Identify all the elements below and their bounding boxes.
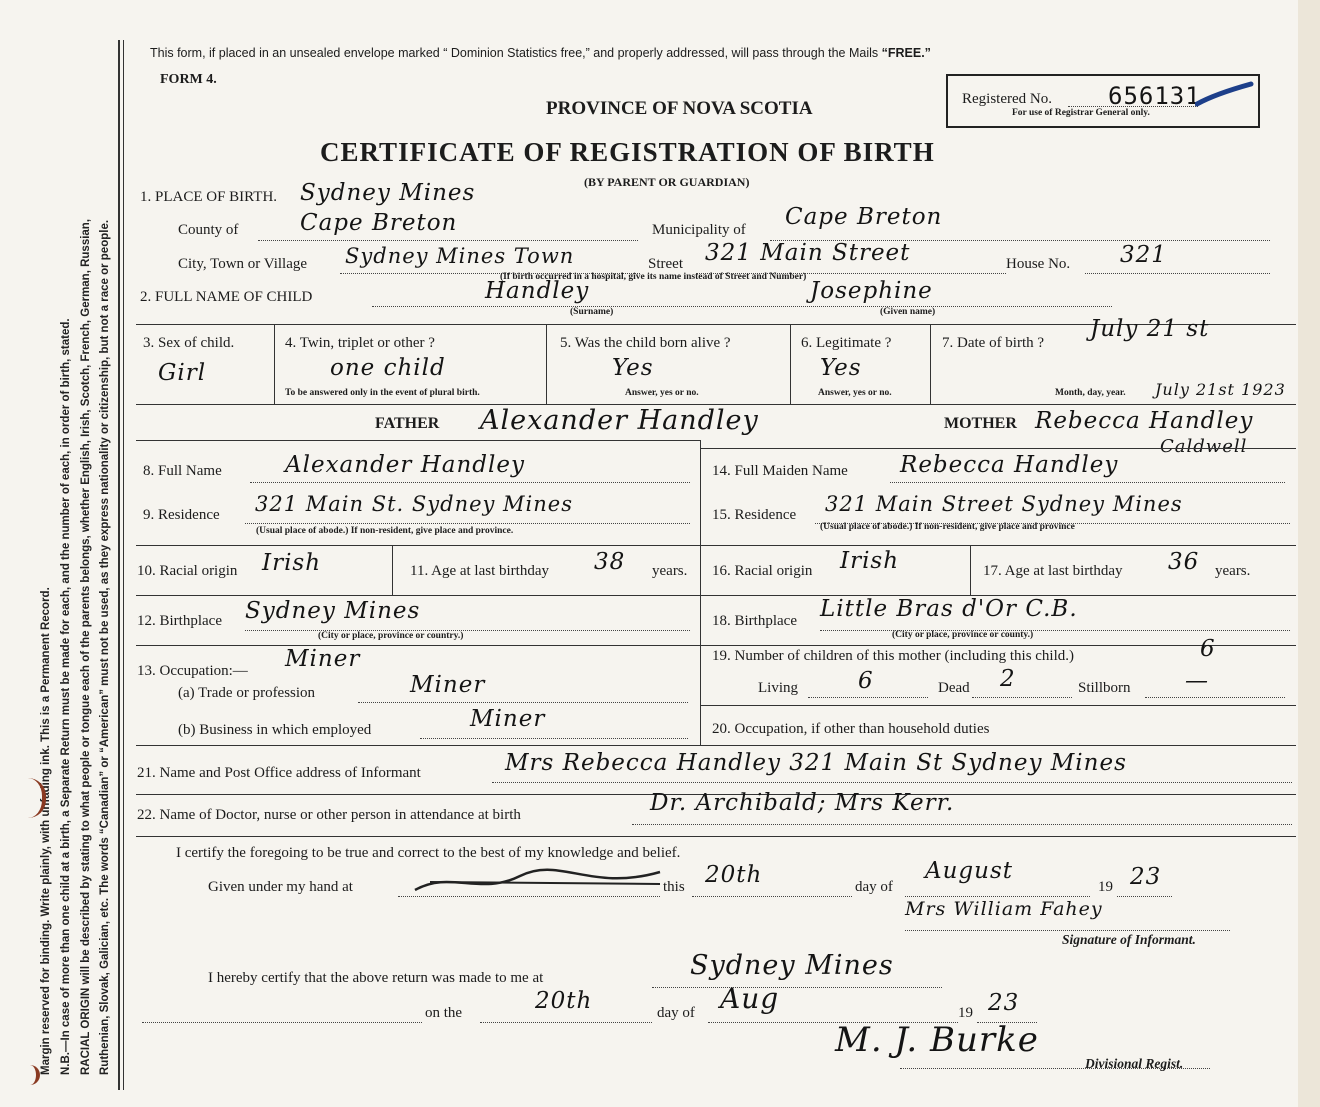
stillborn-value: — bbox=[1185, 668, 1209, 694]
registrar-month: Aug bbox=[720, 982, 780, 1015]
dob-label: 7. Date of birth ? bbox=[942, 335, 1045, 351]
rule bbox=[700, 545, 1296, 546]
mother-box-top bbox=[700, 448, 1296, 449]
stillborn-label: Stillborn bbox=[1078, 680, 1131, 696]
father-racial: Irish bbox=[262, 550, 322, 576]
registrar-place: Sydney Mines bbox=[690, 950, 894, 981]
registrar-statement: I hereby certify that the above return was made to me at bbox=[208, 970, 544, 986]
child-given-name: Josephine bbox=[810, 278, 933, 304]
registrar-note: For use of Registrar General only. bbox=[1012, 108, 1150, 118]
father-age-label: 11. Age at last birthday bbox=[410, 563, 549, 579]
dead-value: 2 bbox=[1000, 666, 1016, 692]
certify-statement: I certify the foregoing to be true and correct to the best of my knowledge and belief. bbox=[176, 845, 681, 861]
father-residence-note: (Usual place of abode.) If non-resident, give place and province. bbox=[256, 526, 514, 536]
house-value: 321 bbox=[1120, 242, 1167, 268]
mother-heading: MOTHER bbox=[944, 415, 1017, 432]
doctor-line bbox=[632, 824, 1292, 825]
divider bbox=[970, 545, 971, 595]
page-edge bbox=[1298, 0, 1320, 1107]
mother-birthplace: Little Bras d'Or C.B. bbox=[820, 596, 1078, 622]
registrar-caption: Divisional Regist. bbox=[1085, 1056, 1184, 1071]
form-number: FORM 4. bbox=[160, 72, 217, 87]
hospital-note: (If birth occurred in a hospital, give its name instead of Street and Number) bbox=[500, 272, 807, 282]
place-of-birth-value: Sydney Mines bbox=[300, 180, 476, 206]
divider bbox=[392, 545, 393, 595]
municipality-value: Cape Breton bbox=[785, 204, 943, 230]
city-value: Sydney Mines Town bbox=[345, 244, 575, 268]
parents-divider bbox=[700, 440, 701, 745]
mother-racial: Irish bbox=[840, 548, 900, 574]
certify-year: 23 bbox=[1130, 864, 1162, 890]
mother-name-line bbox=[890, 482, 1285, 483]
mother-residence-label: 15. Residence bbox=[712, 507, 797, 523]
father-business: Miner bbox=[470, 706, 546, 732]
margin-note-3: RACIAL ORIGIN will be described by stating to what people or tongue each of the parents belongs, whether English, Irish, Scotch, French, German, Russian, bbox=[80, 218, 92, 1075]
father-racial-label: 10. Racial origin bbox=[137, 563, 238, 579]
father-heading: FATHER bbox=[375, 415, 440, 432]
county-line bbox=[258, 240, 638, 241]
father-trade: Miner bbox=[410, 672, 486, 698]
mother-age-label: 17. Age at last birthday bbox=[983, 563, 1123, 579]
child-name-label: 2. FULL NAME OF CHILD bbox=[140, 289, 313, 305]
county-value: Cape Breton bbox=[300, 210, 458, 236]
father-occupation: Miner bbox=[285, 646, 361, 672]
province-heading: PROVINCE OF NOVA SCOTIA bbox=[546, 98, 813, 119]
given-name-caption: (Given name) bbox=[880, 307, 936, 317]
divider bbox=[546, 324, 547, 404]
living-label: Living bbox=[758, 680, 798, 696]
father-name: Alexander Handley bbox=[285, 452, 525, 478]
father-birthplace-note: (City or place, province or country.) bbox=[318, 631, 464, 641]
living-line bbox=[808, 697, 928, 698]
mother-occupation-label: 20. Occupation, if other than household duties bbox=[712, 721, 990, 737]
twin-label: 4. Twin, triplet or other ? bbox=[285, 335, 435, 351]
margin-rule bbox=[118, 40, 120, 1090]
mother-maiden-correction: Caldwell bbox=[1160, 436, 1248, 457]
registered-number: 656131 bbox=[1108, 82, 1201, 110]
street-label: Street bbox=[648, 256, 683, 272]
dob-note: Month, day, year. bbox=[1055, 388, 1126, 398]
margin-note-4: Ruthenian, Slovak, Galician, etc. The words “Canadian” or “American” must not be used, as they express nationality or citizenship, but not a race or people. bbox=[99, 219, 111, 1075]
day-of-label: day of bbox=[855, 879, 893, 895]
legitimate-note: Answer, yes or no. bbox=[818, 388, 892, 398]
house-line bbox=[1085, 273, 1270, 274]
father-name-label: 8. Full Name bbox=[143, 463, 222, 479]
city-label: City, Town or Village bbox=[178, 256, 308, 272]
rule bbox=[136, 645, 700, 646]
registered-label: Registered No. bbox=[962, 91, 1052, 107]
year-line bbox=[1117, 896, 1172, 897]
mother-residence-note: (Usual place of abode.) If non-resident, give place and province bbox=[820, 522, 1075, 532]
rule bbox=[136, 836, 1296, 837]
place-of-birth-label: 1. PLACE OF BIRTH. bbox=[140, 189, 278, 205]
twin-value: one child bbox=[330, 355, 446, 381]
alive-value: Yes bbox=[612, 355, 654, 381]
father-age: 38 bbox=[594, 549, 626, 575]
father-residence-label: 9. Residence bbox=[143, 507, 220, 523]
county-label: County of bbox=[178, 222, 239, 238]
street-value: 321 Main Street bbox=[705, 240, 911, 266]
father-residence: 321 Main St. Sydney Mines bbox=[255, 492, 574, 516]
rule bbox=[136, 595, 700, 596]
father-business-label: (b) Business in which employed bbox=[178, 722, 372, 738]
father-occupation-label: 13. Occupation:— bbox=[137, 663, 248, 679]
registrar-day: 20th bbox=[535, 988, 593, 1014]
struck-out-place bbox=[410, 862, 670, 902]
informant-line bbox=[492, 782, 1292, 783]
father-heading-name: Alexander Handley bbox=[480, 405, 759, 436]
dob-value: July 21 st bbox=[1090, 316, 1210, 342]
rule bbox=[136, 545, 700, 546]
page-subtitle: (BY PARENT OR GUARDIAN) bbox=[584, 175, 750, 189]
child-surname: Handley bbox=[485, 278, 590, 304]
registrar-year: 23 bbox=[988, 990, 1020, 1016]
registrar-signature: M. J. Burke bbox=[835, 1020, 1039, 1060]
father-trade-label: (a) Trade or profession bbox=[178, 685, 316, 701]
informant-label: 21. Name and Post Office address of Informant bbox=[137, 765, 421, 781]
dead-label: Dead bbox=[938, 680, 970, 696]
child-name-line bbox=[372, 306, 1112, 307]
mail-notice: This form, if placed in an unsealed envelope marked “ Dominion Statistics free,” and properly addressed, will pass through the Mails “FREE.” bbox=[150, 46, 931, 60]
twin-note: To be answered only in the event of plural birth. bbox=[285, 388, 480, 398]
page-title: CERTIFICATE OF REGISTRATION OF BIRTH bbox=[320, 137, 935, 167]
legitimate-label: 6. Legitimate ? bbox=[801, 335, 892, 351]
margin-note-2: N.B.—In case of more than one child at a birth, a Separate Return must be made for each, and the number of each, in order of birth, stated. bbox=[60, 318, 72, 1075]
municipality-label: Municipality of bbox=[652, 222, 746, 238]
father-residence-line bbox=[245, 523, 690, 524]
mother-name-label: 14. Full Maiden Name bbox=[712, 463, 848, 479]
registrar-place-line bbox=[652, 987, 942, 988]
registrar-year-prefix: 19 bbox=[958, 1005, 973, 1021]
mother-name: Rebecca Handley bbox=[900, 452, 1119, 478]
mother-residence: 321 Main Street Sydney Mines bbox=[825, 492, 1183, 516]
father-birthplace: Sydney Mines bbox=[245, 598, 421, 624]
mother-racial-label: 16. Racial origin bbox=[712, 563, 813, 579]
father-birthplace-line bbox=[245, 630, 690, 631]
divider bbox=[930, 324, 931, 404]
check-mark-icon bbox=[1195, 80, 1255, 110]
dob-year-value: July 21st 1923 bbox=[1155, 380, 1286, 399]
alive-note: Answer, yes or no. bbox=[625, 388, 699, 398]
margin-rule-inner bbox=[123, 40, 124, 1090]
divider bbox=[274, 324, 275, 404]
informant-value: Mrs Rebecca Handley 321 Main St Sydney Mines bbox=[505, 750, 1127, 776]
divider bbox=[790, 324, 791, 404]
given-label: Given under my hand at bbox=[208, 879, 353, 895]
surname-caption: (Surname) bbox=[570, 307, 614, 317]
father-birthplace-label: 12. Birthplace bbox=[137, 613, 222, 629]
father-business-line bbox=[420, 738, 688, 739]
rule bbox=[700, 705, 1296, 706]
certify-month: August bbox=[925, 858, 1014, 884]
certify-day: 20th bbox=[705, 862, 763, 888]
father-name-line bbox=[250, 482, 690, 483]
dead-line bbox=[972, 697, 1072, 698]
on-the-label: on the bbox=[425, 1005, 463, 1021]
registrar-blank-line bbox=[142, 1022, 422, 1023]
mother-years: years. bbox=[1215, 563, 1251, 579]
stillborn-line bbox=[1145, 697, 1285, 698]
year-prefix: 19 bbox=[1098, 879, 1113, 895]
informant-signature-line bbox=[905, 930, 1230, 931]
living-value: 6 bbox=[858, 668, 874, 694]
doctor-value: Dr. Archibald; Mrs Kerr. bbox=[650, 790, 955, 816]
legitimate-value: Yes bbox=[820, 355, 862, 381]
mother-heading-name: Rebecca Handley bbox=[1035, 408, 1254, 434]
house-label: House No. bbox=[1006, 256, 1071, 272]
mother-children-label: 19. Number of children of this mother (including this child.) bbox=[712, 648, 1075, 664]
this-label: this bbox=[663, 879, 685, 895]
month-line bbox=[905, 896, 1090, 897]
parents-box-bottom bbox=[136, 745, 1296, 746]
mother-age: 36 bbox=[1168, 549, 1200, 575]
father-years: years. bbox=[652, 563, 688, 579]
alive-label: 5. Was the child born alive ? bbox=[560, 335, 731, 351]
day-line bbox=[692, 896, 852, 897]
registrar-day-of-label: day of bbox=[657, 1005, 695, 1021]
doctor-label: 22. Name of Doctor, nurse or other person in attendance at birth bbox=[137, 807, 521, 823]
mother-children: 6 bbox=[1200, 636, 1216, 662]
informant-signature: Mrs William Fahey bbox=[905, 898, 1103, 920]
mother-birthplace-label: 18. Birthplace bbox=[712, 613, 797, 629]
sex-label: 3. Sex of child. bbox=[143, 335, 235, 351]
mother-birthplace-note: (City or place, province or county.) bbox=[892, 630, 1034, 640]
father-box-top bbox=[136, 440, 700, 441]
sex-value: Girl bbox=[158, 360, 207, 386]
mother-birthplace-line bbox=[820, 630, 1290, 631]
registrar-day-line bbox=[480, 1022, 652, 1023]
signature-caption: Signature of Informant. bbox=[1062, 932, 1196, 947]
father-trade-line bbox=[358, 702, 688, 703]
margin-note-1: Margin reserved for binding. Write plainly, with unfading ink. This is a Permanent Record. bbox=[40, 587, 52, 1075]
